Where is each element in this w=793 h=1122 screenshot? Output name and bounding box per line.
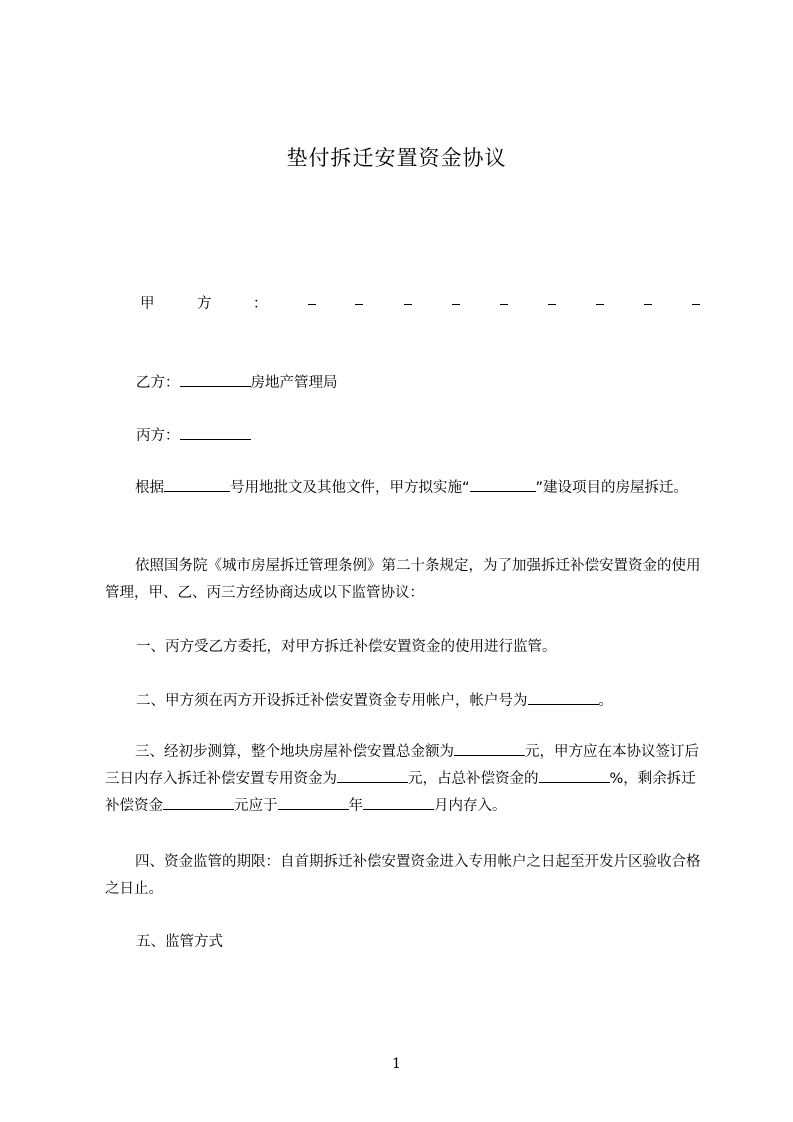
party-a-blank-dash [404,304,412,305]
clause-4 [105,849,703,903]
party-a-blank-dash [452,304,460,305]
party-a-blank-dash [692,304,700,305]
remaining-amount-blank [163,795,234,810]
page-number: 1 [392,1056,401,1072]
paragraph-text: 根据 [135,480,164,496]
clause-text: 三、经初步测算，整个地块房屋补偿安置总金额为 [135,744,454,760]
party-b-line [136,372,338,393]
clause-text: %，剩余拆迁补偿资金 [105,771,696,814]
paragraph-text: ”建设项目的房屋拆迁。 [535,480,689,496]
month-blank [363,795,434,810]
account-number-blank [528,690,599,705]
clause-text: 元，甲方应在本协议签订后三日内存入拆迁补偿安置专用资金为 [105,744,699,787]
clause-text: 元应于 [234,798,278,814]
party-b-blank [180,372,251,387]
party-a-label-2: 方 [197,296,212,312]
clause-5: 五、监管方式 [136,934,223,950]
document-number-blank [164,477,230,492]
party-a-line [0,292,793,316]
party-a-label-1: 甲 [140,296,155,312]
clause-3 [105,739,703,820]
party-a-blank-dash [548,304,556,305]
project-name-blank [470,477,536,492]
party-a-blank-dash [355,304,363,305]
percentage-blank [539,768,610,783]
clause-1: 一、丙方受乙方委托，对甲方拆迁补偿安置资金的使用进行监管。 [136,639,557,655]
initial-deposit-blank [337,768,408,783]
party-a-blank-dash [596,304,604,305]
clause-2 [136,690,613,711]
paragraph-text: 依照国务院《城市房屋拆迁管理条例》第二十条规定，为了加强拆迁补偿安置资金的使用管理，甲、乙、丙三方经协商达成以下监管协议： [105,558,701,601]
paragraph-legal-basis [105,553,703,607]
clause-text: 四、资金监管的期限：自首期拆迁补偿安置资金进入专用帐户之日起至开发片区验收合格之日止。 [105,854,701,897]
party-c-blank [180,425,251,440]
party-c-label: 丙方： [136,428,180,444]
party-a-blank-dash [500,304,508,305]
clause-text: 二、甲方须在丙方开设拆迁补偿安置资金专用帐户，帐户号为 [136,693,528,709]
clause-text: 年 [348,798,363,814]
paragraph-basis [105,475,703,502]
party-b-suffix: 房地产管理局 [250,375,338,391]
paragraph-text: 号用地批文及其他文件，甲方拟实施“ [230,480,470,496]
clause-text: 元，占总补偿资金的 [408,771,539,787]
document-title: 垫付拆迁安置资金协议 [286,146,507,170]
party-b-label: 乙方： [136,375,180,391]
party-a-blank-dash [308,304,316,305]
total-amount-blank [454,741,525,756]
party-a-blank-dash [644,304,652,305]
clause-text: 月内存入。 [434,798,507,814]
clause-text: 。 [598,693,613,709]
year-blank [278,795,349,810]
party-c-line [136,425,251,446]
party-a-colon: ： [253,296,268,312]
